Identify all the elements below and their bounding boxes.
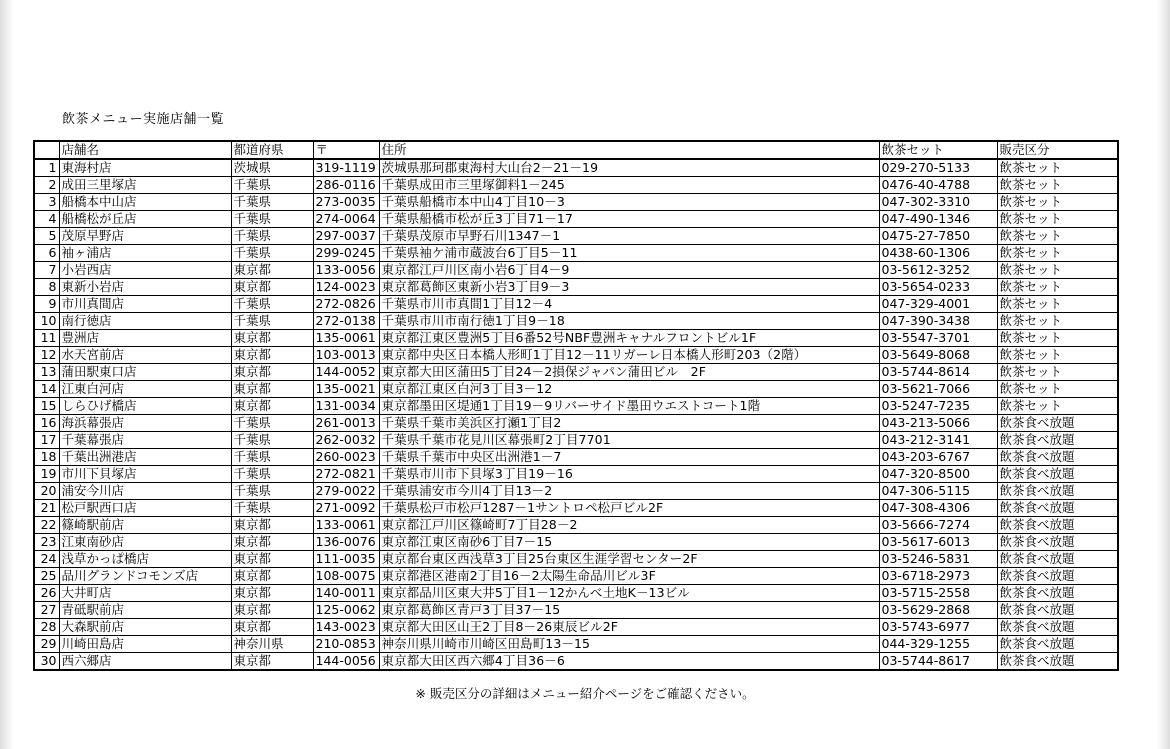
cell-number: 12 [34,347,59,364]
cell-postal-code: 273-0035 [313,194,379,211]
cell-number: 29 [34,636,59,653]
table-row [34,194,1118,211]
cell-phone: 03-5649-8068 [879,347,997,364]
cell-address: 千葉県市川市真間1丁目12－4 [379,296,879,313]
cell-postal-code: 274-0064 [313,211,379,228]
cell-store-name: 茂原早野店 [59,228,231,245]
cell-prefecture: 千葉県 [231,483,313,500]
cell-number: 1 [34,159,59,177]
cell-sales-category: 飲茶セット [997,159,1118,177]
cell-sales-category: 飲茶食べ放題 [997,449,1118,466]
cell-number: 25 [34,568,59,585]
footnote: ※ 販売区分の詳細はメニュー紹介ページをご確認ください。 [415,686,755,701]
cell-phone: 043-212-3141 [879,432,997,449]
cell-prefecture: 千葉県 [231,296,313,313]
cell-address: 東京都江戸川区南小岩6丁目4－9 [379,262,879,279]
cell-number: 7 [34,262,59,279]
cell-postal-code: 299-0245 [313,245,379,262]
cell-prefecture: 東京都 [231,568,313,585]
cell-phone: 03-5247-7235 [879,398,997,415]
cell-prefecture: 東京都 [231,262,313,279]
cell-postal-code: 125-0062 [313,602,379,619]
table-row [34,279,1118,296]
cell-address: 千葉県茂原市早野石川1347－1 [379,228,879,245]
cell-phone: 03-5744-8614 [879,364,997,381]
cell-phone: 03-5654-0233 [879,279,997,296]
table-row [34,517,1118,534]
cell-address: 東京都江東区白河3丁目3－12 [379,381,879,398]
cell-store-name: 成田三里塚店 [59,177,231,194]
cell-sales-category: 飲茶セット [997,330,1118,347]
cell-phone: 047-308-4306 [879,500,997,517]
cell-store-name: 豊洲店 [59,330,231,347]
cell-address: 東京都台東区西浅草3丁目25台東区生涯学習センター2F [379,551,879,568]
table-row [34,568,1118,585]
table-row [34,245,1118,262]
cell-sales-category: 飲茶セット [997,194,1118,211]
cell-number: 14 [34,381,59,398]
cell-prefecture: 千葉県 [231,432,313,449]
cell-postal-code: 143-0023 [313,619,379,636]
header-sales-category: 販売区分 [997,141,1118,159]
cell-sales-category: 飲茶セット [997,381,1118,398]
cell-store-name: 東海村店 [59,159,231,177]
cell-postal-code: 271-0092 [313,500,379,517]
cell-prefecture: 茨城県 [231,159,313,177]
cell-phone: 03-5547-3701 [879,330,997,347]
cell-phone: 047-390-3438 [879,313,997,330]
cell-sales-category: 飲茶セット [997,347,1118,364]
cell-phone: 03-5743-6977 [879,619,997,636]
cell-store-name: 小岩西店 [59,262,231,279]
cell-store-name: 大森駅前店 [59,619,231,636]
cell-store-name: 袖ヶ浦店 [59,245,231,262]
cell-sales-category: 飲茶食べ放題 [997,602,1118,619]
cell-sales-category: 飲茶セット [997,279,1118,296]
cell-sales-category: 飲茶セット [997,262,1118,279]
cell-prefecture: 千葉県 [231,177,313,194]
cell-store-name: しらひげ橋店 [59,398,231,415]
cell-phone: 043-213-5066 [879,415,997,432]
cell-postal-code: 319-1119 [313,159,379,177]
cell-prefecture: 東京都 [231,279,313,296]
cell-phone: 047-302-3310 [879,194,997,211]
table-row [34,364,1118,381]
cell-address: 東京都港区港南2丁目16－2太陽生命品川ビル3F [379,568,879,585]
header-phone: 飲茶セット [879,141,997,159]
cell-prefecture: 千葉県 [231,194,313,211]
header-postal-code: 〒 [313,141,379,159]
cell-store-name: 市川真間店 [59,296,231,313]
cell-postal-code: 286-0116 [313,177,379,194]
table-row [34,211,1118,228]
cell-sales-category: 飲茶食べ放題 [997,551,1118,568]
cell-postal-code: 135-0061 [313,330,379,347]
cell-number: 27 [34,602,59,619]
table-row [34,177,1118,194]
cell-store-name: 浦安今川店 [59,483,231,500]
cell-address: 東京都江東区南砂6丁目7－15 [379,534,879,551]
store-table [33,140,1119,671]
table-row [34,653,1118,671]
cell-address: 千葉県成田市三里塚御料1－245 [379,177,879,194]
cell-prefecture: 千葉県 [231,500,313,517]
cell-address: 千葉県袖ケ浦市蔵波台6丁目5－11 [379,245,879,262]
cell-store-name: 青砥駅前店 [59,602,231,619]
cell-address: 千葉県松戸市松戸1287－1サントロペ松戸ビル2F [379,500,879,517]
cell-postal-code: 144-0056 [313,653,379,671]
cell-number: 15 [34,398,59,415]
table-row [34,347,1118,364]
cell-postal-code: 260-0023 [313,449,379,466]
header-store-name: 店舗名 [59,141,231,159]
cell-number: 9 [34,296,59,313]
table-row [34,619,1118,636]
table-row [34,449,1118,466]
table-row [34,159,1118,177]
cell-address: 東京都大田区山王2丁目8－26東辰ビル2F [379,619,879,636]
document-title: 飲茶メニュー実施店舗一覧 [62,112,225,127]
cell-phone: 03-5629-2868 [879,602,997,619]
cell-prefecture: 千葉県 [231,228,313,245]
cell-prefecture: 東京都 [231,517,313,534]
cell-number: 13 [34,364,59,381]
cell-number: 19 [34,466,59,483]
cell-prefecture: 東京都 [231,619,313,636]
cell-phone: 047-329-4001 [879,296,997,313]
cell-prefecture: 千葉県 [231,313,313,330]
cell-store-name: 蒲田駅東口店 [59,364,231,381]
cell-phone: 0438-60-1306 [879,245,997,262]
cell-sales-category: 飲茶食べ放題 [997,636,1118,653]
cell-prefecture: 千葉県 [231,245,313,262]
cell-phone: 029-270-5133 [879,159,997,177]
cell-sales-category: 飲茶食べ放題 [997,619,1118,636]
table-row [34,313,1118,330]
cell-sales-category: 飲茶セット [997,364,1118,381]
cell-prefecture: 東京都 [231,551,313,568]
cell-store-name: 市川下貝塚店 [59,466,231,483]
cell-phone: 03-5612-3252 [879,262,997,279]
cell-address: 茨城県那珂郡東海村大山台2－21－19 [379,159,879,177]
cell-store-name: 千葉幕張店 [59,432,231,449]
table-row [34,262,1118,279]
table-row [34,432,1118,449]
cell-sales-category: 飲茶食べ放題 [997,568,1118,585]
cell-sales-category: 飲茶セット [997,211,1118,228]
table-row [34,636,1118,653]
cell-store-name: 千葉出洲港店 [59,449,231,466]
cell-address: 千葉県市川市下貝塚3丁目19－16 [379,466,879,483]
cell-store-name: 江東白河店 [59,381,231,398]
cell-sales-category: 飲茶食べ放題 [997,432,1118,449]
cell-number: 17 [34,432,59,449]
cell-postal-code: 144-0052 [313,364,379,381]
cell-store-name: 海浜幕張店 [59,415,231,432]
cell-sales-category: 飲茶食べ放題 [997,653,1118,671]
cell-address: 千葉県千葉市花見川区幕張町2丁目7701 [379,432,879,449]
cell-phone: 03-5666-7274 [879,517,997,534]
cell-phone: 03-5621-7066 [879,381,997,398]
cell-postal-code: 136-0076 [313,534,379,551]
cell-postal-code: 133-0061 [313,517,379,534]
cell-sales-category: 飲茶食べ放題 [997,466,1118,483]
cell-store-name: 南行徳店 [59,313,231,330]
cell-sales-category: 飲茶食べ放題 [997,483,1118,500]
cell-phone: 043-203-6767 [879,449,997,466]
cell-postal-code: 297-0037 [313,228,379,245]
cell-postal-code: 111-0035 [313,551,379,568]
table-row [34,534,1118,551]
cell-postal-code: 135-0021 [313,381,379,398]
cell-sales-category: 飲茶セット [997,177,1118,194]
cell-prefecture: 千葉県 [231,415,313,432]
cell-prefecture: 東京都 [231,653,313,671]
cell-store-name: 東新小岩店 [59,279,231,296]
cell-number: 5 [34,228,59,245]
cell-number: 20 [34,483,59,500]
cell-address: 東京都大田区蒲田5丁目24－2損保ジャパン蒲田ビル 2F [379,364,879,381]
cell-postal-code: 210-0853 [313,636,379,653]
cell-address: 千葉県市川市南行徳1丁目9－18 [379,313,879,330]
cell-prefecture: 東京都 [231,398,313,415]
table-row [34,551,1118,568]
cell-phone: 0476-40-4788 [879,177,997,194]
table-header-row [34,141,1118,159]
cell-phone: 03-5715-2558 [879,585,997,602]
table-row [34,381,1118,398]
cell-number: 26 [34,585,59,602]
cell-phone: 03-5246-5831 [879,551,997,568]
cell-number: 18 [34,449,59,466]
cell-address: 千葉県浦安市今川4丁目13－2 [379,483,879,500]
cell-number: 11 [34,330,59,347]
cell-phone: 047-490-1346 [879,211,997,228]
cell-number: 30 [34,653,59,671]
cell-number: 6 [34,245,59,262]
cell-prefecture: 東京都 [231,585,313,602]
table-row [34,296,1118,313]
cell-sales-category: 飲茶セット [997,245,1118,262]
cell-number: 10 [34,313,59,330]
table-row [34,500,1118,517]
table-row [34,228,1118,245]
cell-address: 東京都墨田区堤通1丁目19－9リバーサイド墨田ウエストコート1階 [379,398,879,415]
table-row [34,398,1118,415]
page-edge-right [1156,0,1170,749]
cell-store-name: 船橋本中山店 [59,194,231,211]
cell-postal-code: 108-0075 [313,568,379,585]
cell-store-name: 船橋松が丘店 [59,211,231,228]
cell-address: 東京都江東区豊洲5丁目6番52号NBF豊洲キャナルフロントビル1F [379,330,879,347]
cell-number: 21 [34,500,59,517]
cell-store-name: 西六郷店 [59,653,231,671]
cell-number: 16 [34,415,59,432]
cell-address: 神奈川県川崎市川崎区田島町13－15 [379,636,879,653]
cell-number: 8 [34,279,59,296]
cell-address: 東京都品川区東大井5丁目1－12かんべ土地K－13ビル [379,585,879,602]
cell-phone: 047-320-8500 [879,466,997,483]
cell-postal-code: 262-0032 [313,432,379,449]
cell-number: 2 [34,177,59,194]
cell-postal-code: 103-0013 [313,347,379,364]
table-row [34,330,1118,347]
cell-sales-category: 飲茶食べ放題 [997,415,1118,432]
cell-postal-code: 131-0034 [313,398,379,415]
cell-store-name: 篠崎駅前店 [59,517,231,534]
cell-number: 4 [34,211,59,228]
cell-prefecture: 千葉県 [231,466,313,483]
cell-sales-category: 飲茶セット [997,228,1118,245]
cell-prefecture: 東京都 [231,534,313,551]
cell-address: 東京都葛飾区青戸3丁目37－15 [379,602,879,619]
cell-store-name: 水天宮前店 [59,347,231,364]
cell-number: 28 [34,619,59,636]
cell-sales-category: 飲茶セット [997,296,1118,313]
cell-sales-category: 飲茶食べ放題 [997,585,1118,602]
cell-phone: 0475-27-7850 [879,228,997,245]
cell-prefecture: 東京都 [231,330,313,347]
cell-postal-code: 272-0138 [313,313,379,330]
cell-postal-code: 133-0056 [313,262,379,279]
table-row [34,602,1118,619]
cell-prefecture: 東京都 [231,602,313,619]
table-row [34,585,1118,602]
cell-prefecture: 東京都 [231,381,313,398]
cell-store-name: 江東南砂店 [59,534,231,551]
cell-phone: 03-6718-2973 [879,568,997,585]
cell-prefecture: 千葉県 [231,211,313,228]
cell-postal-code: 261-0013 [313,415,379,432]
cell-postal-code: 272-0821 [313,466,379,483]
cell-number: 23 [34,534,59,551]
cell-phone: 047-306-5115 [879,483,997,500]
cell-postal-code: 140-0011 [313,585,379,602]
cell-postal-code: 279-0022 [313,483,379,500]
cell-address: 東京都葛飾区東新小岩3丁目9－3 [379,279,879,296]
cell-number: 3 [34,194,59,211]
cell-store-name: 松戸駅西口店 [59,500,231,517]
cell-address: 東京都江戸川区篠崎町7丁目28－2 [379,517,879,534]
cell-sales-category: 飲茶食べ放題 [997,534,1118,551]
cell-phone: 03-5744-8617 [879,653,997,671]
cell-phone: 03-5617-6013 [879,534,997,551]
table-row [34,415,1118,432]
cell-prefecture: 東京都 [231,364,313,381]
cell-sales-category: 飲茶食べ放題 [997,500,1118,517]
cell-number: 24 [34,551,59,568]
table-row [34,483,1118,500]
cell-address: 東京都大田区西六郷4丁目36－6 [379,653,879,671]
cell-sales-category: 飲茶セット [997,313,1118,330]
table-body [34,159,1118,670]
cell-prefecture: 神奈川県 [231,636,313,653]
cell-number: 22 [34,517,59,534]
cell-prefecture: 東京都 [231,347,313,364]
cell-store-name: 川崎田島店 [59,636,231,653]
page-edge-left [0,0,14,749]
table-row [34,466,1118,483]
cell-address: 千葉県千葉市美浜区打瀬1丁目2 [379,415,879,432]
cell-sales-category: 飲茶セット [997,398,1118,415]
cell-address: 千葉県船橋市松が丘3丁目71－17 [379,211,879,228]
cell-phone: 044-329-1255 [879,636,997,653]
cell-store-name: 浅草かっぱ橋店 [59,551,231,568]
cell-prefecture: 千葉県 [231,449,313,466]
cell-postal-code: 124-0023 [313,279,379,296]
cell-postal-code: 272-0826 [313,296,379,313]
cell-address: 千葉県船橋市本中山4丁目10－3 [379,194,879,211]
cell-store-name: 品川グランドコモンズ店 [59,568,231,585]
header-number [34,141,59,159]
cell-sales-category: 飲茶食べ放題 [997,517,1118,534]
cell-store-name: 大井町店 [59,585,231,602]
cell-address: 千葉県千葉市中央区出洲港1－7 [379,449,879,466]
header-prefecture: 都道府県 [231,141,313,159]
cell-address: 東京都中央区日本橋人形町1丁目12－11リガーレ日本橋人形町203（2階） [379,347,879,364]
header-address: 住所 [379,141,879,159]
